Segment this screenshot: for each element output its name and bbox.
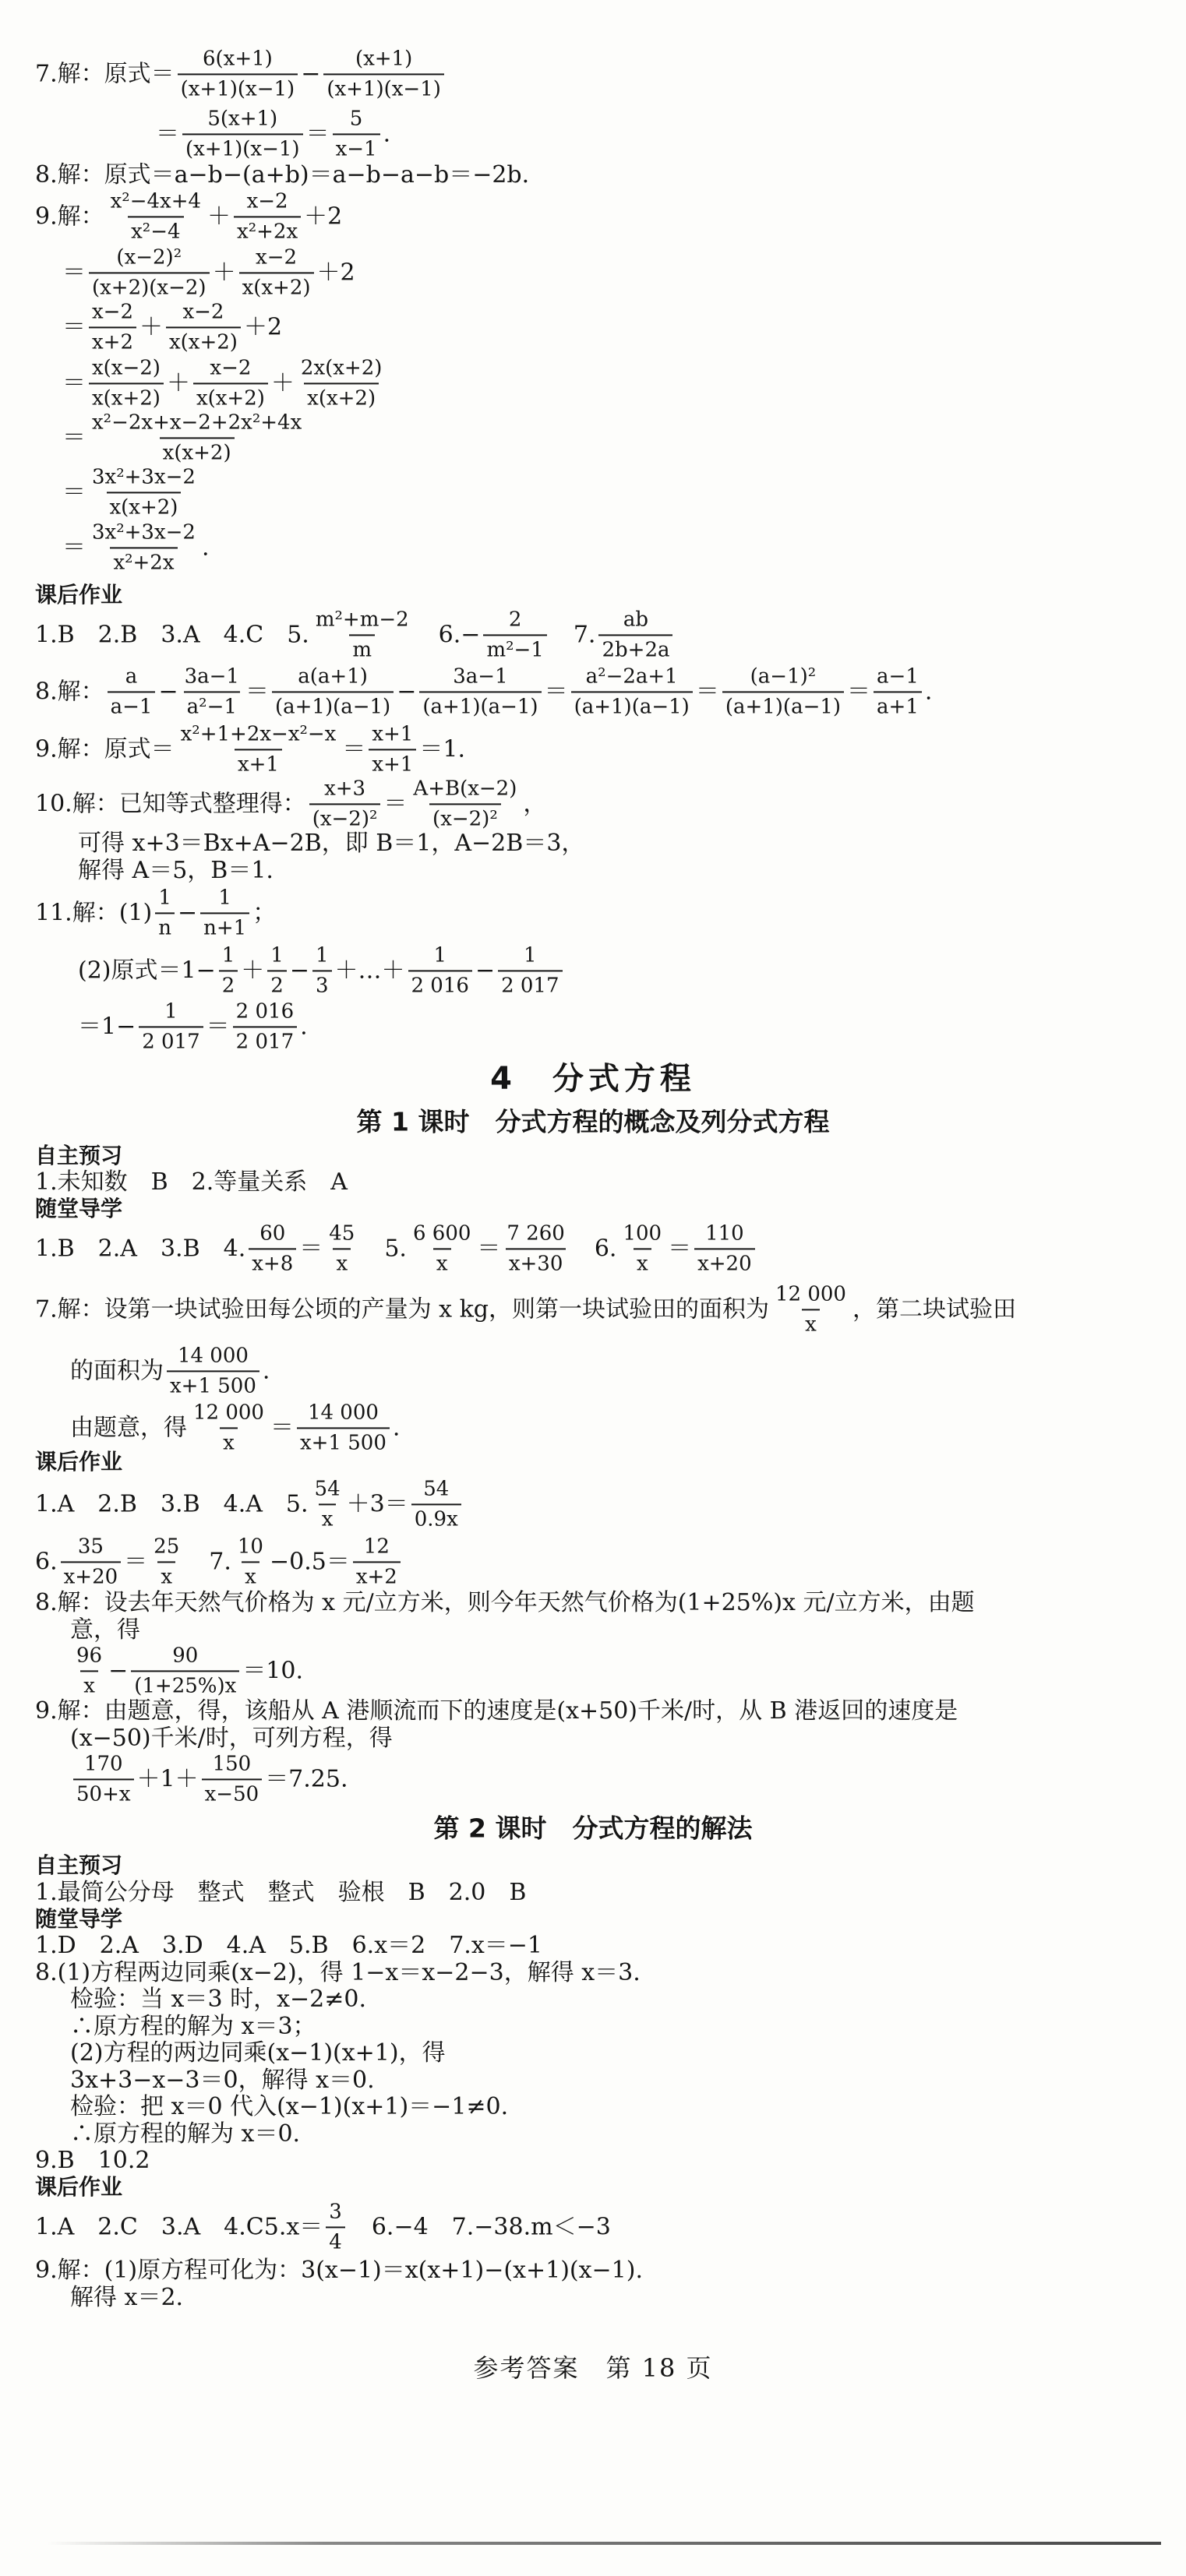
fraction-denominator: x(x+2) bbox=[160, 437, 235, 464]
text-segment: 7.解：设第一块试验田每公顷的产量为 x kg，则第一块试验田的面积为 bbox=[35, 1295, 769, 1323]
fraction-numerator: 100 bbox=[623, 1221, 662, 1246]
fraction-denominator: 4 bbox=[326, 2226, 345, 2254]
fraction-denominator: (a+1)(a−1) bbox=[272, 691, 394, 718]
text-segment: ＝1− bbox=[78, 1013, 136, 1040]
fraction-numerator: 110 bbox=[705, 1221, 744, 1246]
fraction-numerator: 96 bbox=[76, 1644, 103, 1668]
fraction-denominator: a²−1 bbox=[184, 691, 240, 718]
fraction-denominator: x bbox=[433, 1248, 451, 1275]
fraction bbox=[498, 944, 562, 996]
fraction-denominator: 2 017 bbox=[498, 970, 562, 997]
fraction bbox=[235, 1535, 266, 1588]
text-segment: 解得 A＝5，B＝1. bbox=[78, 857, 274, 884]
fraction bbox=[272, 665, 394, 717]
fraction bbox=[722, 665, 844, 717]
text-segment: ∴原方程的解为 x＝0. bbox=[70, 2120, 301, 2148]
fraction bbox=[312, 608, 412, 661]
fraction-numerator: 3x²+3x−2 bbox=[92, 520, 196, 544]
fraction-denominator: m bbox=[349, 634, 375, 661]
fraction-numerator: 54 bbox=[314, 1477, 341, 1501]
text-segment: ＋3＝ bbox=[346, 1490, 408, 1517]
fraction-denominator: x+1 bbox=[369, 749, 416, 776]
fraction-denominator: x+1 500 bbox=[167, 1370, 259, 1397]
fraction bbox=[89, 357, 164, 409]
fraction bbox=[131, 1644, 239, 1697]
fraction-denominator: x+30 bbox=[506, 1248, 567, 1275]
text-segment: . bbox=[300, 1013, 308, 1040]
text-segment: ＋2 bbox=[316, 259, 355, 286]
fraction bbox=[312, 1478, 344, 1530]
fraction bbox=[166, 301, 241, 353]
text-segment: 由题意，得 bbox=[70, 1414, 187, 1441]
fraction-denominator: x+2 bbox=[353, 1561, 401, 1588]
fraction-denominator: 3 bbox=[312, 970, 332, 997]
fraction-numerator: x(x−2) bbox=[92, 356, 161, 380]
text-segment: ＝ bbox=[342, 735, 366, 763]
fraction bbox=[150, 1535, 182, 1588]
fraction bbox=[139, 1000, 203, 1052]
fraction bbox=[73, 1753, 134, 1805]
text-segment: ， bbox=[523, 790, 547, 817]
fraction-denominator: (x+1)(x−1) bbox=[182, 133, 303, 160]
fraction-numerator: 12 000 bbox=[193, 1401, 264, 1425]
text-segment: − bbox=[397, 678, 417, 705]
text-segment: 检验：把 x＝0 代入(x−1)(x+1)＝−1≠0. bbox=[70, 2093, 509, 2120]
fraction bbox=[108, 665, 156, 717]
text-segment: 6. bbox=[570, 1235, 617, 1262]
fraction bbox=[298, 357, 385, 409]
text-segment: 解得 x＝2. bbox=[70, 2284, 184, 2311]
fraction bbox=[61, 1535, 122, 1588]
fraction bbox=[89, 466, 199, 518]
fraction-numerator: m²+m−2 bbox=[315, 608, 409, 632]
fraction bbox=[326, 1222, 358, 1274]
text-segment: 10.解：已知等式整理得： bbox=[35, 790, 306, 817]
fraction-numerator: 45 bbox=[329, 1221, 355, 1246]
text-segment: (2)原式＝1− bbox=[78, 957, 216, 984]
text-segment: 课后作业 bbox=[35, 2174, 123, 2200]
fraction-denominator: x bbox=[319, 1503, 337, 1531]
text-segment: ＋ bbox=[241, 957, 265, 984]
fraction bbox=[249, 1222, 296, 1274]
fraction-numerator: 14 000 bbox=[177, 1344, 249, 1368]
text-segment: 1.A 2.B 3.B 4.A 5. bbox=[35, 1490, 309, 1517]
text-segment: 9.解：(1)原方程可化为：3(x−1)＝x(x+1)−(x+1)(x−1). bbox=[35, 2257, 643, 2284]
fraction-denominator: x−1 bbox=[333, 133, 380, 160]
text-segment: (x−50)千米/时，可列方程，得 bbox=[70, 1725, 393, 1752]
fraction bbox=[408, 944, 472, 996]
fraction bbox=[619, 1222, 665, 1274]
text-segment: 8.解：设去年天然气价格为 x 元/立方米，则今年天然气价格为(1+25%)x 元/立方米，由题 bbox=[35, 1589, 975, 1616]
text-segment: . bbox=[201, 534, 210, 561]
text-segment: ＋2 bbox=[243, 313, 283, 340]
fraction-denominator: 2 017 bbox=[139, 1026, 203, 1053]
text-segment: 的面积为 bbox=[70, 1357, 164, 1384]
text-segment: 1.A 2.C 3.A 4.C5.x＝ bbox=[35, 2213, 323, 2240]
text-segment: ＝ bbox=[695, 678, 719, 705]
text-segment: ＝ bbox=[62, 259, 86, 286]
text-segment: 意，得 bbox=[70, 1616, 140, 1644]
fraction-numerator: 35 bbox=[77, 1535, 104, 1559]
fraction-denominator: n+1 bbox=[200, 912, 249, 939]
fraction bbox=[219, 944, 238, 996]
text-segment: 随堂导学 bbox=[35, 1196, 123, 1221]
fraction-denominator: x bbox=[634, 1248, 651, 1275]
text-segment: ＋1＋ bbox=[136, 1765, 199, 1792]
fraction-numerator: 2 bbox=[508, 608, 522, 632]
fraction bbox=[202, 1753, 263, 1805]
text-segment: ＝ bbox=[62, 424, 86, 451]
text-segment: 检验：当 x＝3 时，x−2≠0. bbox=[70, 1986, 366, 2013]
fraction-numerator: 2x(x+2) bbox=[300, 356, 383, 380]
fraction-numerator: 7 260 bbox=[507, 1221, 565, 1246]
fraction bbox=[312, 944, 332, 996]
fraction-numerator: x²−2x+x−2+2x²+4x bbox=[92, 411, 302, 435]
text-segment: ＋ bbox=[212, 259, 236, 286]
text-segment: 1.B 2.A 3.B 4. bbox=[35, 1235, 246, 1262]
fraction bbox=[178, 723, 340, 775]
fraction-denominator: x+8 bbox=[249, 1248, 296, 1275]
fraction-numerator: 10 bbox=[237, 1535, 263, 1559]
fraction bbox=[369, 723, 416, 775]
fraction-denominator: 50+x bbox=[73, 1778, 134, 1806]
fraction-numerator: 6(x+1) bbox=[202, 47, 273, 71]
fraction-denominator: 2 bbox=[267, 970, 287, 997]
text-segment: ＝ bbox=[62, 369, 86, 396]
fraction-denominator: x²+2x bbox=[110, 547, 177, 574]
fraction-denominator: m²−1 bbox=[483, 634, 546, 661]
fraction-denominator: x bbox=[220, 1427, 238, 1454]
text-segment: − bbox=[108, 1657, 129, 1684]
text-segment: 1.最简公分母 整式 整式 验根 B 2.0 B bbox=[35, 1879, 527, 1906]
fraction-denominator: x(x+2) bbox=[166, 326, 241, 354]
text-segment: 6.−4 7.−38.m＜−3 bbox=[348, 2213, 611, 2240]
text-segment: 可得 x+3＝Bx+A−2B，即 B＝1，A−2B＝3， bbox=[78, 830, 585, 857]
fraction bbox=[694, 1222, 755, 1274]
text-segment: 9.解： bbox=[35, 203, 104, 230]
fraction-numerator: (x+1) bbox=[355, 47, 413, 71]
fraction-denominator: x(x+2) bbox=[304, 382, 379, 410]
text-segment: 8.(1)方程两边同乘(x−2)，得 1−x＝x−2−3，解得 x＝3. bbox=[35, 1959, 641, 1986]
fraction-numerator: x−2 bbox=[246, 189, 288, 213]
fraction bbox=[200, 886, 249, 939]
text-segment: 3x+3−x−3＝0，解得 x＝0. bbox=[70, 2067, 375, 2094]
text-segment: 随堂导学 bbox=[35, 1906, 123, 1932]
fraction-numerator: x−2 bbox=[210, 356, 252, 380]
fraction-numerator: (a−1)² bbox=[750, 664, 817, 689]
text-segment: ＝ bbox=[847, 678, 871, 705]
fraction-numerator: A+B(x−2) bbox=[413, 777, 517, 801]
text-segment: ； bbox=[252, 899, 277, 926]
text-segment: ＝1. bbox=[419, 735, 465, 763]
fraction bbox=[190, 1401, 267, 1454]
fraction-denominator: 2 bbox=[219, 970, 238, 997]
fraction-denominator: x bbox=[80, 1670, 98, 1697]
fraction-numerator: 3 bbox=[329, 2200, 342, 2224]
fraction-numerator: ab bbox=[623, 608, 649, 632]
fraction-numerator: a(a+1) bbox=[298, 664, 368, 689]
fraction-numerator: 5(x+1) bbox=[207, 107, 278, 131]
text-segment: . bbox=[383, 120, 391, 147]
fraction-denominator: x+20 bbox=[61, 1561, 122, 1588]
text-segment: ＝ bbox=[62, 313, 86, 340]
fraction bbox=[410, 1222, 474, 1274]
text-segment: 5. bbox=[361, 1235, 407, 1262]
fraction-denominator: 2b+2a bbox=[598, 634, 672, 661]
fraction-numerator: 1 bbox=[524, 943, 537, 967]
fraction-numerator: 90 bbox=[172, 1644, 199, 1668]
text-segment: 7. bbox=[549, 621, 596, 648]
text-segment: . bbox=[392, 1414, 401, 1441]
fraction bbox=[772, 1283, 849, 1335]
fraction bbox=[267, 944, 287, 996]
text-segment: 1.B 2.B 3.A 4.C 5. bbox=[35, 621, 309, 648]
fraction-numerator: 3x²+3x−2 bbox=[92, 465, 196, 489]
fraction-denominator: x bbox=[333, 1248, 351, 1275]
text-segment: 7.解：原式＝ bbox=[35, 60, 175, 87]
text-segment: ＝ bbox=[62, 534, 86, 561]
fraction-numerator: 2 016 bbox=[235, 999, 295, 1024]
fraction-denominator: n bbox=[155, 912, 175, 939]
fraction-denominator: 2 017 bbox=[233, 1026, 297, 1053]
fraction bbox=[333, 107, 380, 160]
fraction-denominator: (a+1)(a−1) bbox=[419, 691, 541, 718]
fraction bbox=[323, 48, 444, 100]
text-segment: ＝ bbox=[299, 1235, 323, 1262]
fraction-numerator: 6 600 bbox=[412, 1221, 471, 1246]
fraction-denominator: x−50 bbox=[202, 1778, 263, 1806]
text-segment: 课后作业 bbox=[35, 1449, 123, 1475]
fraction bbox=[234, 190, 301, 242]
fraction-numerator: x−2 bbox=[92, 300, 133, 324]
fraction-denominator: a+1 bbox=[874, 691, 922, 718]
text-segment: ＝ bbox=[245, 678, 269, 705]
text-segment: ＝10. bbox=[242, 1657, 304, 1684]
fraction bbox=[353, 1535, 401, 1588]
fraction-denominator: x+20 bbox=[694, 1248, 755, 1275]
fraction bbox=[297, 1401, 390, 1454]
fraction-numerator: 1 bbox=[221, 943, 235, 967]
fraction-denominator: x+1 500 bbox=[297, 1427, 390, 1454]
fraction-denominator: a−1 bbox=[108, 691, 156, 718]
fraction-denominator: (a+1)(a−1) bbox=[571, 691, 693, 718]
fraction-denominator: (x+2)(x−2) bbox=[89, 272, 210, 299]
fraction bbox=[182, 107, 303, 160]
text-segment: ＝ bbox=[156, 120, 179, 147]
fraction-numerator: 14 000 bbox=[307, 1401, 379, 1425]
text-segment: ＋2 bbox=[304, 203, 343, 230]
fraction bbox=[193, 357, 268, 409]
fraction bbox=[483, 608, 546, 661]
fraction-numerator: 3a−1 bbox=[184, 664, 239, 689]
text-segment: 9.解：由题意，得，该船从 A 港顺流而下的速度是(x+50)千米/时，从 B 港返回的速度是 bbox=[35, 1697, 958, 1725]
text-segment: 11.解：(1) bbox=[35, 899, 153, 926]
text-segment: − bbox=[475, 957, 496, 984]
text-segment: 9.解：原式＝ bbox=[35, 735, 175, 763]
text-segment: 自主预习 bbox=[35, 1852, 123, 1878]
fraction-numerator: (x−2)² bbox=[116, 245, 182, 270]
fraction-numerator: 12 000 bbox=[775, 1282, 846, 1306]
text-segment: ∴原方程的解为 x＝3； bbox=[70, 2013, 316, 2040]
fraction bbox=[571, 665, 693, 717]
text-segment: ＋ bbox=[207, 203, 231, 230]
text-segment: 9.B 10.2 bbox=[35, 2147, 150, 2174]
fraction bbox=[309, 777, 381, 830]
fraction-numerator: 170 bbox=[83, 1752, 123, 1776]
fraction-numerator: 1 bbox=[164, 999, 178, 1024]
fraction-numerator: x²+1+2x−x²−x bbox=[180, 722, 337, 746]
fraction bbox=[410, 777, 520, 830]
text-segment: 6. bbox=[35, 1548, 58, 1575]
text-segment: ＋ bbox=[270, 369, 295, 396]
text-segment: ，第二块试验田 bbox=[852, 1295, 1016, 1323]
fraction bbox=[89, 301, 136, 353]
text-segment: − bbox=[289, 957, 309, 984]
fraction-numerator: 12 bbox=[363, 1535, 390, 1559]
fraction bbox=[411, 1478, 461, 1530]
text-segment: ＋ bbox=[139, 313, 163, 340]
fraction-denominator: x²+2x bbox=[234, 216, 301, 243]
fraction-denominator: (1+25%)x bbox=[131, 1670, 239, 1697]
fraction-denominator: x bbox=[157, 1561, 175, 1588]
fraction-numerator: x+3 bbox=[324, 777, 366, 801]
text-segment: ＋…＋ bbox=[334, 957, 405, 984]
fraction bbox=[178, 48, 298, 100]
fraction-denominator: x bbox=[242, 1561, 259, 1588]
fraction-denominator: (x+1)(x−1) bbox=[323, 73, 444, 100]
fraction-numerator: 1 bbox=[315, 943, 329, 967]
text-segment: ＝ bbox=[305, 120, 330, 147]
fraction bbox=[73, 1644, 105, 1697]
text-segment: ＝ bbox=[206, 1013, 230, 1040]
text-segment: 8.解： bbox=[35, 678, 104, 705]
text-segment: ＋ bbox=[166, 369, 190, 396]
fraction-numerator: 25 bbox=[154, 1535, 180, 1559]
fraction-numerator: 1 bbox=[433, 943, 447, 967]
text-segment: 1.D 2.A 3.D 4.A 5.B 6.x＝2 7.x＝−1 bbox=[35, 1932, 542, 1959]
text-segment: 8.解：原式＝a−b−(a+b)＝a−b−a−b＝−2b. bbox=[35, 161, 530, 189]
fraction bbox=[326, 2201, 345, 2253]
fraction-denominator: x(x+2) bbox=[107, 492, 182, 519]
text-segment: 6.− bbox=[415, 621, 481, 648]
fraction-denominator: x+1 bbox=[235, 749, 282, 776]
text-segment: 4 分式方程 bbox=[490, 1061, 696, 1097]
fraction-numerator: 1 bbox=[270, 943, 284, 967]
fraction bbox=[89, 411, 305, 463]
fraction-numerator: 1 bbox=[218, 886, 231, 910]
fraction bbox=[108, 190, 204, 242]
fraction bbox=[598, 608, 672, 661]
fraction-denominator: (x−2)² bbox=[309, 803, 381, 830]
fraction-denominator: 0.9x bbox=[411, 1503, 461, 1531]
fraction-denominator: x²−4 bbox=[128, 216, 183, 243]
fraction-numerator: a²−2a+1 bbox=[585, 664, 678, 689]
fraction bbox=[874, 665, 922, 717]
text-segment: ＝ bbox=[668, 1235, 692, 1262]
fraction bbox=[89, 521, 199, 573]
text-segment: ＝ bbox=[544, 678, 568, 705]
fraction-denominator: x+2 bbox=[89, 326, 136, 354]
text-segment: 第 2 课时 分式方程的解法 bbox=[433, 1813, 753, 1844]
fraction bbox=[167, 1344, 259, 1397]
text-segment: ＝ bbox=[270, 1414, 294, 1441]
fraction bbox=[155, 886, 175, 939]
fraction bbox=[89, 246, 210, 298]
text-segment: 参考答案 第 18 页 bbox=[473, 2353, 713, 2383]
text-segment: . bbox=[924, 678, 933, 705]
fraction-denominator: (x+1)(x−1) bbox=[178, 73, 298, 100]
fraction bbox=[239, 246, 314, 298]
fraction-denominator: (a+1)(a−1) bbox=[722, 691, 844, 718]
fraction-denominator: x(x+2) bbox=[239, 272, 314, 299]
text-segment: . bbox=[262, 1357, 270, 1384]
text-segment: 7. bbox=[185, 1548, 231, 1575]
text-segment: 课后作业 bbox=[35, 582, 123, 608]
text-segment: ＝ bbox=[477, 1235, 501, 1262]
fraction-denominator: 2 016 bbox=[408, 970, 472, 997]
text-segment: 自主预习 bbox=[35, 1143, 123, 1168]
fraction-numerator: a−1 bbox=[877, 664, 919, 689]
fraction-numerator: x²−4x+4 bbox=[110, 189, 202, 213]
fraction bbox=[182, 665, 242, 717]
text-segment: − bbox=[177, 899, 198, 926]
text-segment: −0.5＝ bbox=[269, 1548, 350, 1575]
text-segment: ＝ bbox=[124, 1548, 148, 1575]
text-segment: 第 1 课时 分式方程的概念及列分式方程 bbox=[356, 1106, 830, 1137]
text-segment: ＝ bbox=[383, 790, 408, 817]
text-segment: (2)方程的两边同乘(x−1)(x+1)，得 bbox=[70, 2039, 446, 2067]
fraction-numerator: 5 bbox=[349, 107, 363, 131]
text-segment: ＝7.25. bbox=[265, 1765, 348, 1792]
fraction-numerator: a bbox=[125, 664, 138, 689]
bottom-rule bbox=[47, 2542, 1161, 2545]
fraction-numerator: 150 bbox=[212, 1752, 252, 1776]
fraction-denominator: x(x+2) bbox=[193, 382, 268, 410]
fraction bbox=[233, 1000, 297, 1052]
text-segment: 1.未知数 B 2.等量关系 A bbox=[35, 1168, 348, 1196]
fraction-numerator: x−2 bbox=[256, 245, 298, 270]
fraction-numerator: 3a−1 bbox=[453, 664, 508, 689]
fraction-numerator: 54 bbox=[423, 1477, 450, 1501]
text-segment: ＝ bbox=[62, 478, 86, 506]
fraction-denominator: x bbox=[802, 1309, 820, 1336]
fraction-numerator: 1 bbox=[158, 886, 171, 910]
text-segment: − bbox=[158, 678, 178, 705]
fraction-denominator: x(x+2) bbox=[89, 382, 164, 410]
fraction-numerator: x−2 bbox=[182, 300, 224, 324]
fraction-numerator: 60 bbox=[259, 1221, 286, 1246]
text-segment: − bbox=[301, 60, 321, 87]
fraction bbox=[503, 1222, 567, 1274]
fraction bbox=[419, 665, 541, 717]
fraction-numerator: x+1 bbox=[372, 722, 414, 746]
fraction-denominator: (x−2)² bbox=[429, 803, 501, 830]
